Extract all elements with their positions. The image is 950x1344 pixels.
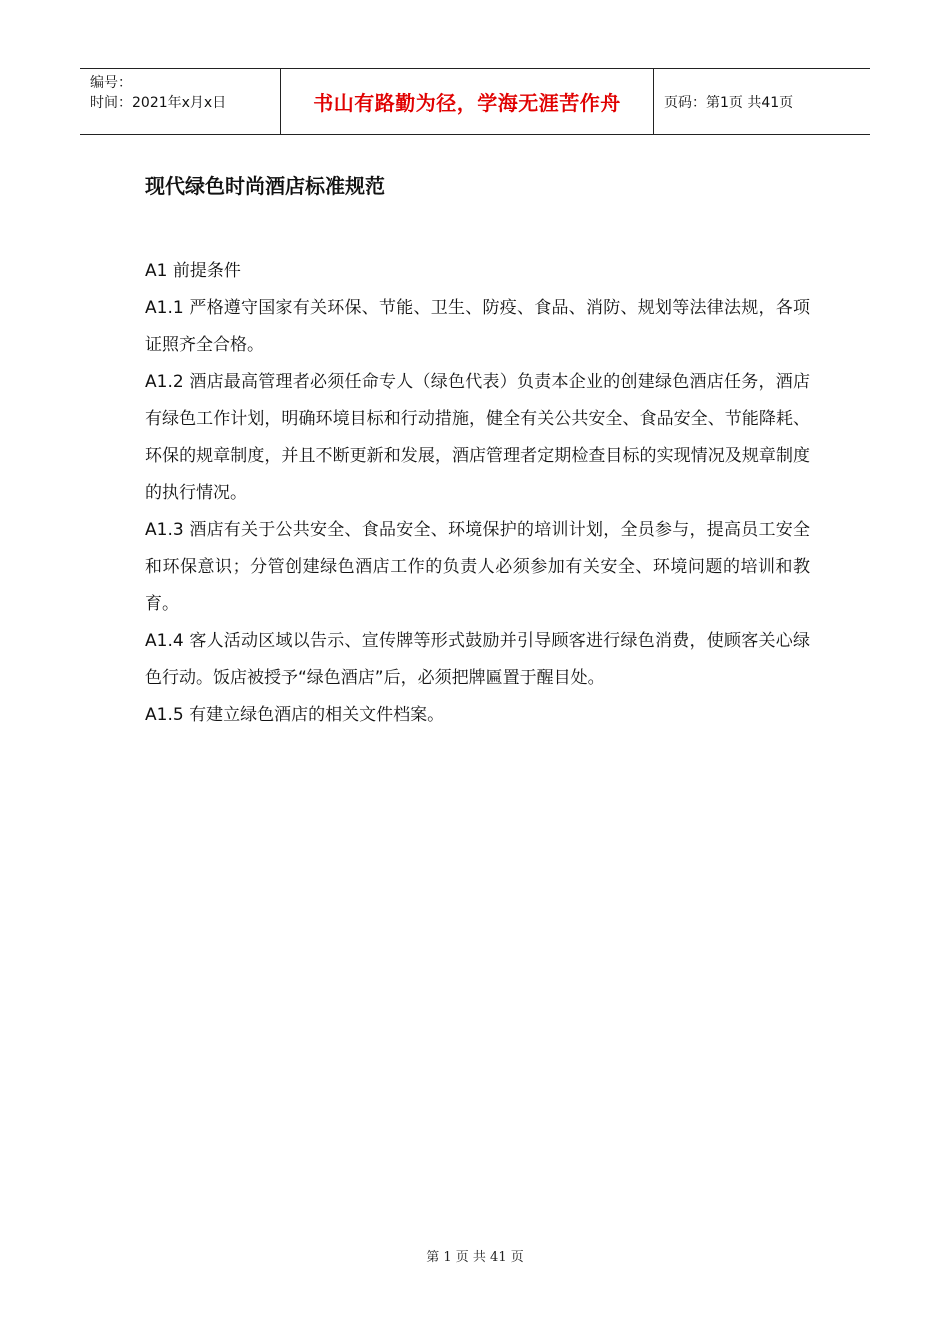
document-title: 现代绿色时尚酒店标准规范 [145,174,385,198]
header-page-label: 页码：第1页 共41页 [664,94,794,111]
paragraph-a1-4: A1.4 客人活动区域以告示、宣传牌等形式鼓励并引导顾客进行绿色消费，使顾客关心绿色行动。饭店被授予“绿色酒店”后，必须把牌匾置于醒目处。 [145,631,810,688]
paragraph-a1-1: A1.1 严格遵守国家有关环保、节能、卫生、防疫、食品、消防、规划等法律法规，各项证照齐全合格。 [145,298,810,355]
section-heading-a1: A1 前提条件 [145,261,241,281]
header-info-cell [80,69,281,134]
header-page-cell [654,69,870,134]
time-label: 时间：2021年x月x日 [90,95,227,111]
header-motto-cell [281,69,654,134]
serial-number-label: 编号： [90,75,132,91]
document-body [145,253,810,734]
header-motto: 书山有路勤为径，学海无涯苦作舟 [313,91,621,115]
page-header-table [80,68,870,135]
page-footer: 第 1 页 共 41 页 [426,1250,524,1265]
paragraph-a1-3: A1.3 酒店有关于公共安全、食品安全、环境保护的培训计划，全员参与，提高员工安全和环保意识；分管创建绿色酒店工作的负责人必须参加有关安全、环境问题的培训和教育。 [145,520,810,614]
paragraph-a1-2: A1.2 酒店最高管理者必须任命专人（绿色代表）负责本企业的创建绿色酒店任务，酒店有绿色工作计划，明确环境目标和行动措施，健全有关公共安全、食品安全、节能降耗、环保的规章制度，并且不断更新和发展，酒店管理者定期检查目标的实现情况及规章制度的执行情况。 [145,372,810,503]
paragraph-a1-5: A1.5 有建立绿色酒店的相关文件档案。 [145,705,445,725]
